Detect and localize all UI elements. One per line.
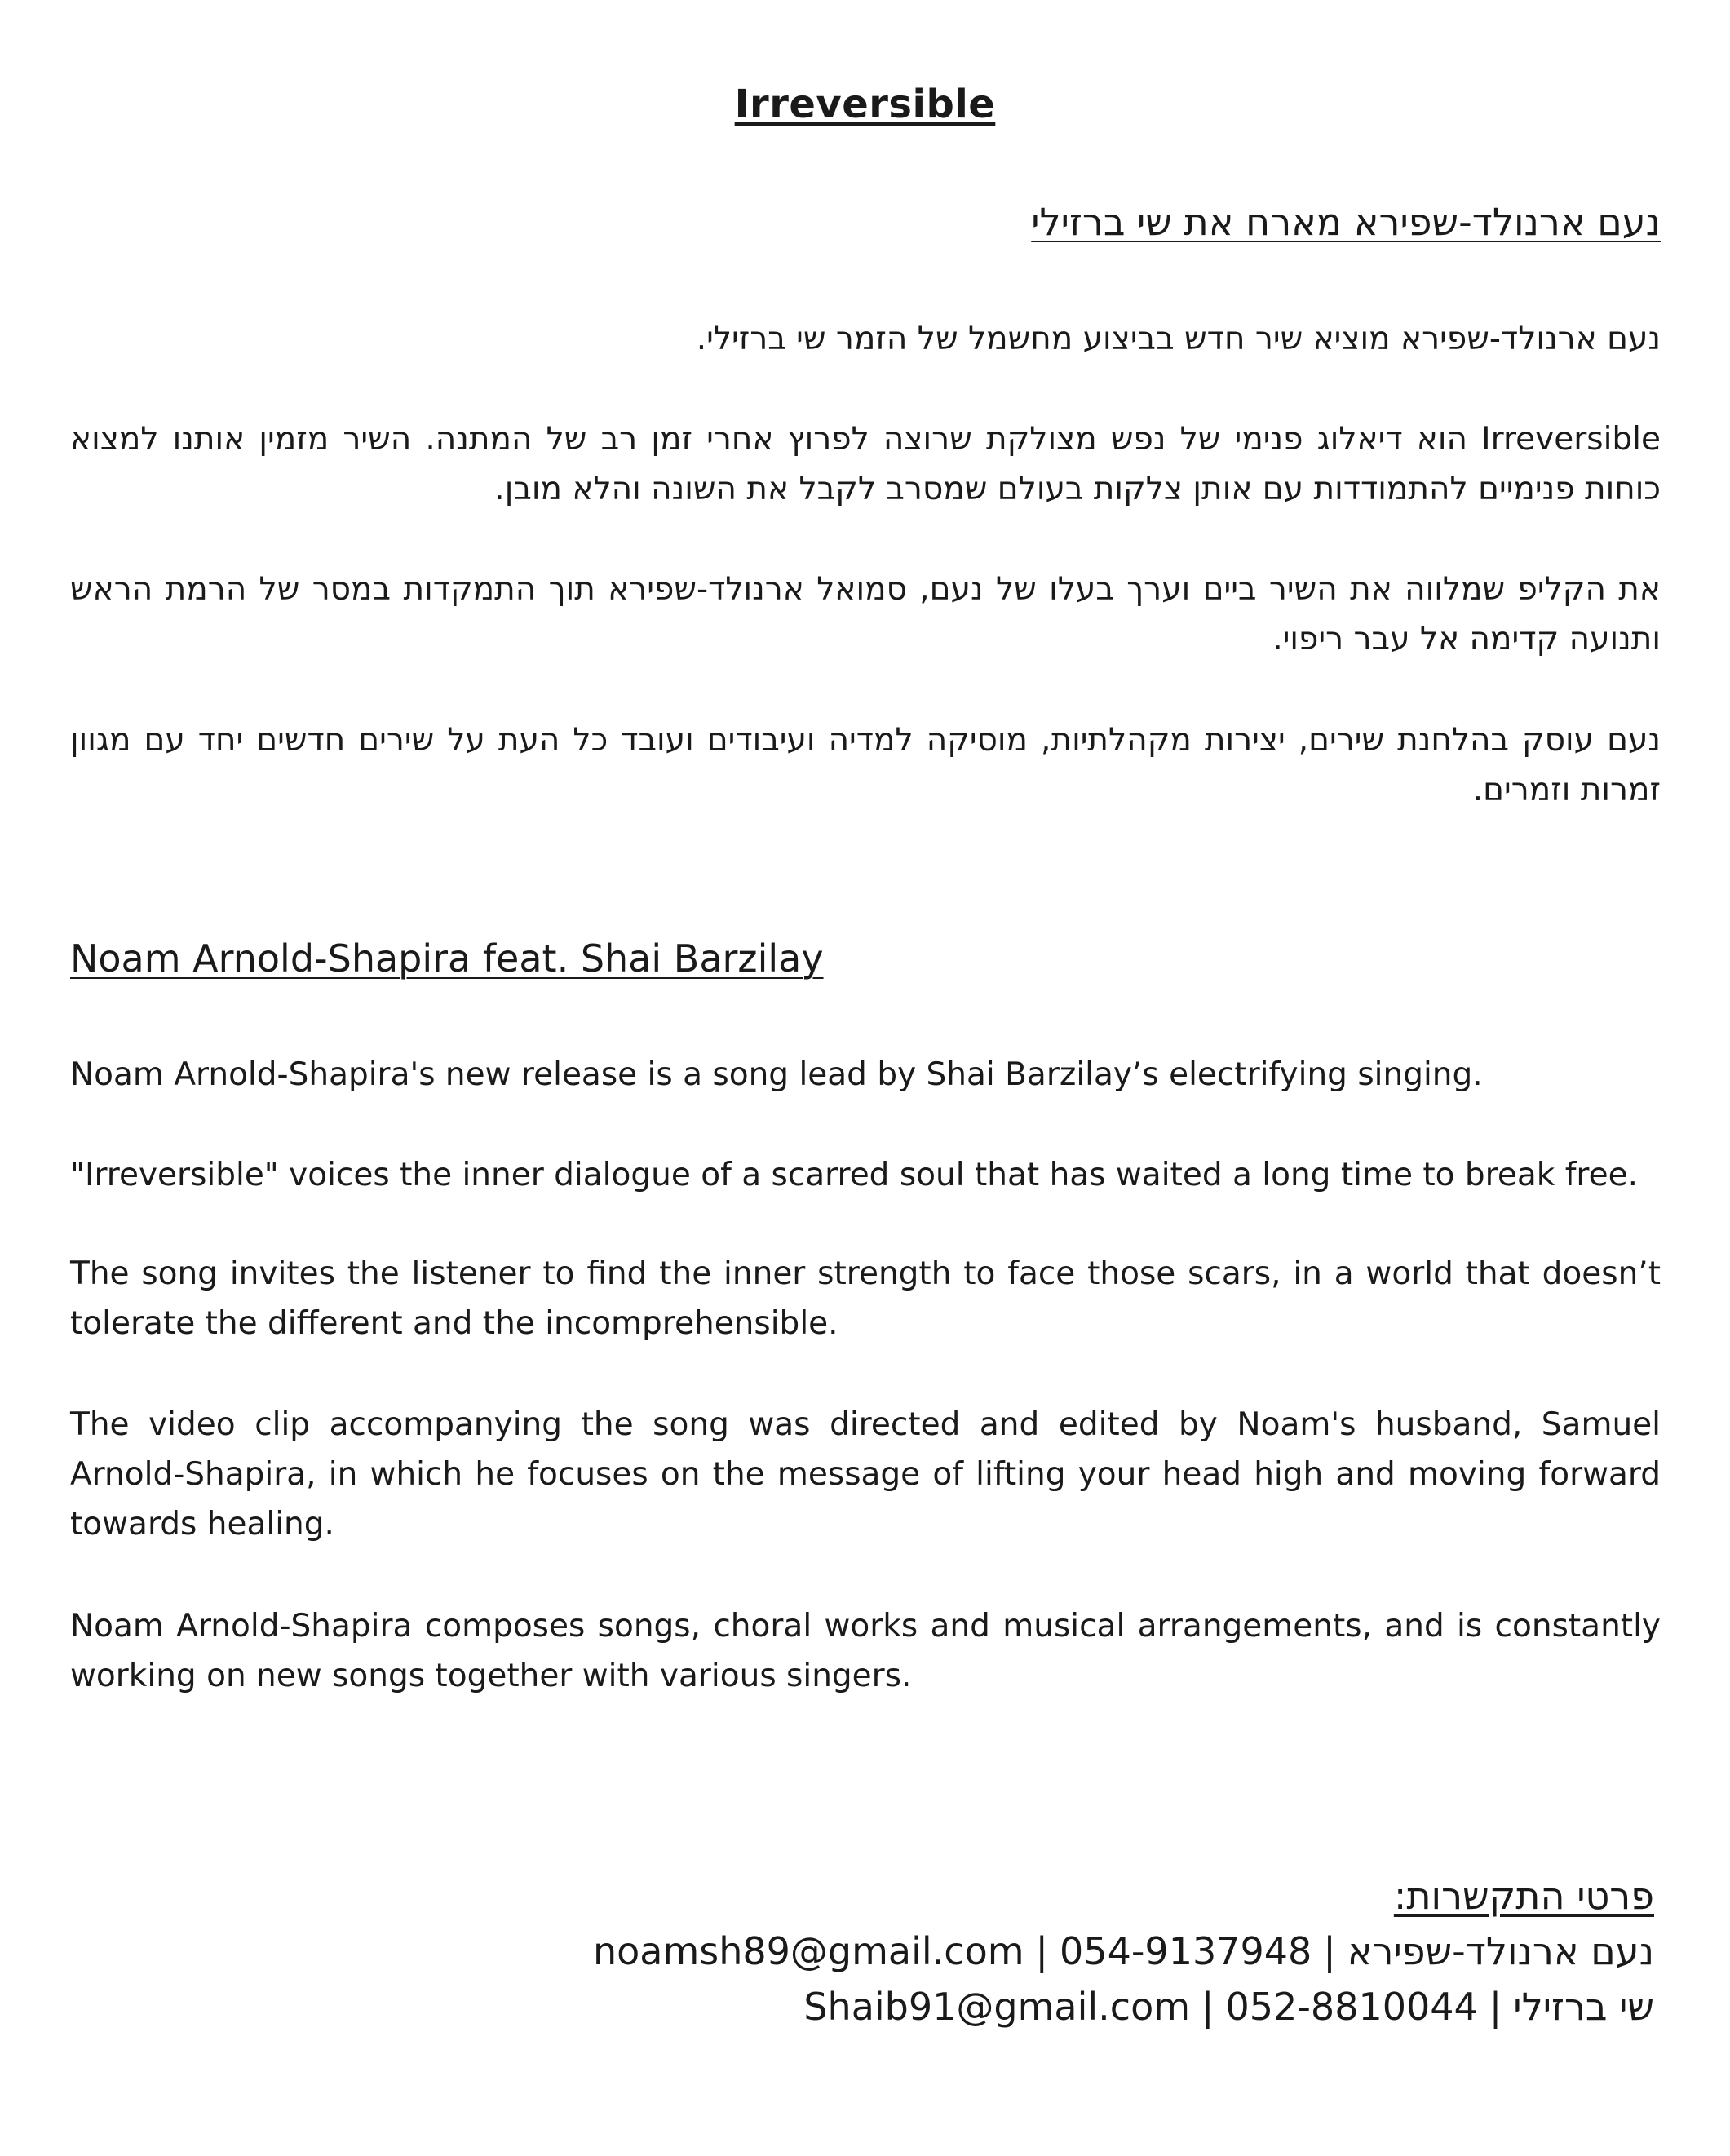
contact-separator: | <box>1323 1929 1336 1973</box>
document-title: Irreversible <box>734 82 996 127</box>
contact-name: שי ברזילי <box>1513 1985 1654 2029</box>
english-paragraph-5: Noam Arnold-Shapira composes songs, choral works and musical arrangements, and is constantly working on new songs together with various singers. <box>70 1608 1661 1694</box>
english-paragraph-1: Noam Arnold-Shapira's new release is a song lead by Shai Barzilay’s electrifying singing. <box>70 1056 1483 1093</box>
contact-entry <box>489 1979 1654 2034</box>
hebrew-paragraph-2: Irreversible הוא דיאלוג פנימי של נפש מצולקת שרוצה לפרוץ אחרי זמן רב של המתנה. השיר מזמין אותנו למצוא כוחות פנימיים להתמודדות עם אותן צלקות בעולם שמסרב לקבל את השונה והלא מובן. <box>70 421 1661 507</box>
english-heading: Noam Arnold-Shapira feat. Shai Barzilay <box>70 936 824 981</box>
hebrew-paragraph-3: את הקליפ שמלווה את השיר ביים וערך בעלו של נעם, סמואל ארנולד-שפירא תוך התמקדות במסר של הרמת הראש ותנועה קדימה אל עבר ריפוי. <box>70 571 1661 657</box>
contact-name: נעם ארנולד-שפירא <box>1347 1929 1654 1973</box>
english-paragraph-4: The video clip accompanying the song was directed and edited by Noam's husband, Samuel Arnold-Shapira, in which he focuses on the message of lifting your head high and moving forward towards healing. <box>70 1406 1661 1543</box>
hebrew-paragraph-1: נעם ארנולד-שפירא מוציא שיר חדש בביצוע מחשמל של הזמר שי ברזילי. <box>696 321 1661 357</box>
hebrew-heading: נעם ארנולד-שפירא מארח את שי ברזילי <box>1031 200 1661 244</box>
contact-heading: פרטי התקשרות: <box>1393 1874 1654 1918</box>
contact-phone[interactable]: 054-9137948 <box>1060 1929 1312 1973</box>
contact-separator: | <box>1489 1985 1502 2029</box>
contact-email[interactable]: Shaib91@gmail.com <box>803 1985 1191 2029</box>
hebrew-paragraph-4: נעם עוסק בהלחנת שירים, יצירות מקהלתיות, מוסיקה למדיה ועיבודים ועובד כל העת על שירים חדשים יחד עם מגוון זמרות וזמרים. <box>70 722 1661 808</box>
contact-email[interactable]: noamsh89@gmail.com <box>592 1929 1024 1973</box>
english-paragraph-2: "Irreversible" voices the inner dialogue of a scarred soul that has waited a long time to break free. <box>70 1157 1638 1193</box>
contact-phone[interactable]: 052-8810044 <box>1225 1985 1478 2029</box>
contact-separator: | <box>1035 1929 1049 1973</box>
contact-entry <box>489 1924 1654 1979</box>
english-paragraph-3: The song invites the listener to find the inner strength to face those scars, in a world that doesn’t tolerate the different and the incomprehensible. <box>70 1255 1661 1342</box>
contact-separator: | <box>1201 1985 1215 2029</box>
